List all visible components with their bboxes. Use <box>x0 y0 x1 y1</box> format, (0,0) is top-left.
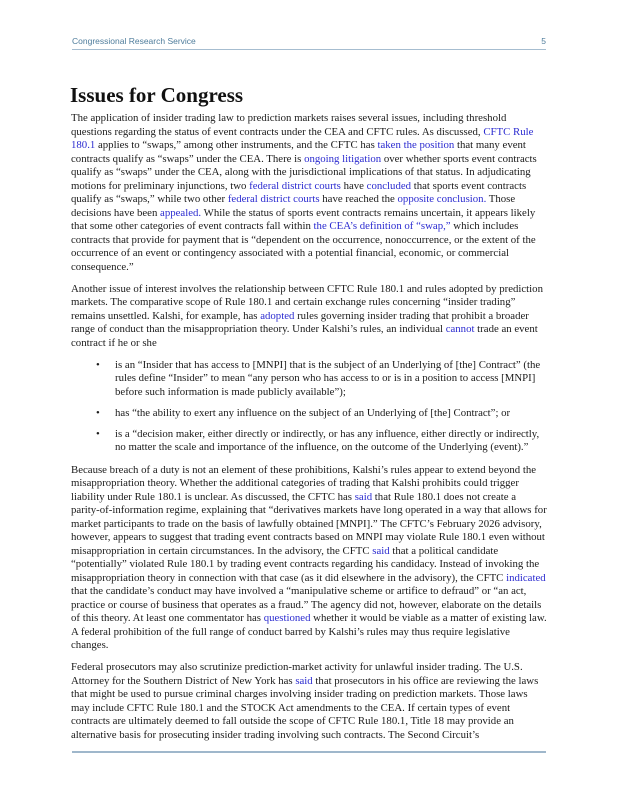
inline-link[interactable]: said <box>295 674 313 687</box>
document-body <box>71 112 547 751</box>
page-number: 5 <box>541 36 546 46</box>
inline-link[interactable]: federal district courts <box>249 179 341 192</box>
inline-link[interactable]: the CEA’s definition of “swap,” <box>313 220 451 232</box>
paragraph-1: The application of insider trading law to prediction markets raises several issues, including threshold questions regarding the status of event contracts under the CEA and CFTC rules. As discussed, CFTC Rule 180.1 applies to “swaps,” among other instruments, and the CFTC has taken the position that many event contracts qualify as “swaps” under the CEA. There is ongoing litigation over whether sports event contracts qualify as “swaps” under the CEA, along with the jurisdictional implications of that status. In adjudicating motions for preliminary injunctions, two federal district courts have concluded that sports event contracts qualify as “swaps,” while two other federal district courts have reached the opposite conclusion. Those decisions have been appealed. While the status of sports event contracts remains uncertain, it appears likely that some other categories of event contracts fall within the CEA’s definition of “swap,” which includes contracts that provide for payment that is “dependent on the occurrence, nonoccurrence, or the extent of the occurrence of an event or contingency associated with a potential financial, economic, or commercial consequence.” <box>71 112 537 273</box>
inline-link[interactable]: questioned <box>263 612 311 624</box>
bullet-list <box>71 359 547 455</box>
inline-link[interactable]: taken the position <box>377 139 455 151</box>
paragraph-4: Because breach of a duty is not an element of these prohibitions, Kalshi’s rules appear to extend beyond the misappropriation theory. Whether the additional categories of trading that Kalshi prohibits could trigger liability under Rule 180.1 is unclear. As discussed, the CFTC has said that Rule 180.1 does not create a parity-of-information regime, explaining that “derivatives markets have long operated in a way that allows for market participants to trade on the basis of lawfully obtained [MNPI].” The CFTC’s February 2026 advisory, however, appears to suggest that trading event contracts based on MNPI may violate Rule 180.1 even without misappropriation in certain circumstances. In the advisory, the CFTC said that a political candidate “potentially” violated Rule 180.1 by trading event contracts regarding his candidacy. Instead of invoking the misappropriation theory in connection with that case (as it did elsewhere in the advisory), the CFTC indicated that the candidate’s conduct may have involved a “manipulative scheme or artifice to defraud” or “an act, practice or course of business that operates as a fraud.” The agency did not, however, elaborate on the details of this theory. At least one commentator has questioned whether it would be viable as a matter of existing law. A federal prohibition of the full range of conduct barred by Kalshi’s rules may thus require legislative changes. <box>71 463 547 651</box>
page-header <box>72 36 546 50</box>
inline-link[interactable]: federal district courts <box>227 193 320 205</box>
paragraph-2: Another issue of interest involves the relationship between CFTC Rule 180.1 and rules adopted by prediction markets. The comparative scope of Rule 180.1 and certain exchange rules concerning “insider trading” remains unsettled. Kalshi, for example, has adopted rules governing insider trading that prohibit a broader range of conduct than the misappropriation theory. Under Kalshi’s rules, an individual cannot trade an event contract if he or she <box>71 282 543 349</box>
inline-link[interactable]: indicated <box>506 571 546 584</box>
inline-link[interactable]: opposite conclusion. <box>397 193 487 205</box>
inline-link[interactable]: CFTC Rule 180.1 <box>71 125 534 151</box>
inline-link[interactable]: cannot <box>445 323 475 335</box>
inline-link[interactable]: said <box>354 490 373 503</box>
inline-link[interactable]: adopted <box>260 309 295 322</box>
inline-link[interactable]: appealed. <box>160 206 202 219</box>
header-title: Congressional Research Service <box>72 36 196 46</box>
bullet-item: • is an “Insider that has access to [MNPI] that is the subject of an Underlying of [the] Contract” (the rules define “Insider” to mean “any person who has access to or is in a position to access [MNPI] before such information is made publicly available”); <box>115 359 547 400</box>
paragraph-5: Federal prosecutors may also scrutinize prediction-market activity for unlawful insider trading. The U.S. Attorney for the Southern District of New York has said that prosecutors in his office are reviewing the laws that might be used to pursue criminal charges involving insider trading on prediction markets. Those laws may include CFTC Rule 180.1 and the STOCK Act amendments to the CEA. If certain types of event contracts are ultimately deemed to fall outside the scope of CFTC Rule 180.1, Title 18 may provide an alternative basis for prosecuting insider trading involving such contracts. The Second Circuit’s <box>71 661 539 741</box>
section-heading: Issues for Congress <box>70 83 244 107</box>
footer-rule <box>72 751 546 753</box>
bullet-item: • has “the ability to exert any influence on the subject of an Underlying of [the] Contract”; or <box>115 407 547 421</box>
bullet-item: • is a “decision maker, either directly or indirectly, or has any influence, either directly or indirectly, no matter the scale and importance of the influence, on the outcome of the Underlying (event).” <box>115 428 547 455</box>
inline-link[interactable]: concluded <box>366 179 412 192</box>
inline-link[interactable]: said <box>372 544 390 557</box>
inline-link[interactable]: ongoing litigation <box>304 152 382 165</box>
